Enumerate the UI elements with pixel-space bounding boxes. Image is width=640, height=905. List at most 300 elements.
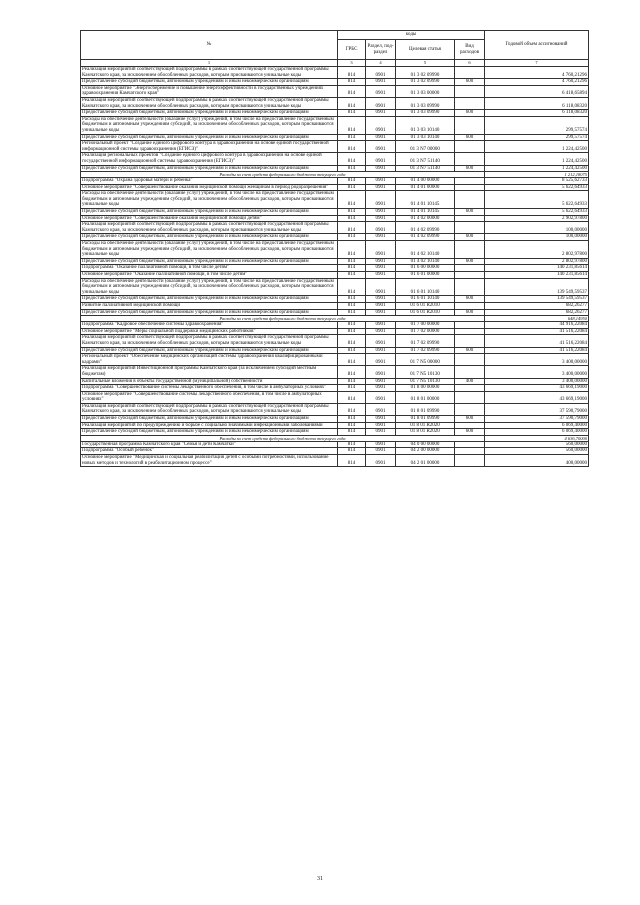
header-codes: коды — [338, 31, 485, 40]
row-amount: 3 400,00000 — [485, 378, 589, 385]
row-target-article: 01 3 03 09990 — [396, 110, 455, 117]
row-amount: 44 916,22084 — [485, 322, 589, 329]
row-expense-type — [455, 241, 485, 259]
row-grbs: 814 — [338, 391, 366, 403]
row-expense-type — [455, 354, 485, 366]
row-amount: 5 622,64933 — [485, 209, 589, 216]
row-section: 0901 — [366, 110, 396, 117]
row-expense-type — [455, 265, 485, 272]
row-grbs: 814 — [338, 296, 366, 303]
table-row — [81, 296, 589, 303]
row-section: 0901 — [366, 184, 396, 191]
row-expense-type: 600 — [455, 347, 485, 354]
row-grbs: 814 — [338, 455, 366, 467]
row-grbs: 814 — [338, 403, 366, 415]
row-amount: 5 622,64933 — [485, 191, 589, 209]
table-row — [81, 67, 589, 79]
table-row — [81, 116, 589, 134]
row-grbs: 814 — [338, 241, 366, 259]
row-name: Расходы на обеспечение деятельности (оказание услуг) учреждений, в том числе на предоставление государственным бюджетным и автономным учреждениям субсидий, за исключением обособленных расходов, которым присваиваются уникальные коды — [81, 241, 338, 259]
row-section: 0901 — [366, 234, 396, 241]
row-target-article: 01 7 02 09990 — [396, 347, 455, 354]
row-expense-type — [455, 278, 485, 296]
row-target-article: 01 4 02 09990 — [396, 222, 455, 234]
row-amount: 1 224,42500 — [485, 165, 589, 172]
row-amount: 8 525,62733 — [485, 178, 589, 185]
row-name: Основное мероприятие "Совершенствование оказания медицинской помощи женщинам в период родоразрешения" — [81, 184, 338, 191]
row-name: Расходы на обеспечение деятельности (оказание услуг) учреждений, в том числе на предоставление государственным бюджетным и автономным учреждениям субсидий, за исключением обособленных расходов, которым присваиваются уникальные коды — [81, 116, 338, 134]
row-target-article: 01 3 N7 51140 — [396, 165, 455, 172]
row-expense-type — [455, 272, 485, 279]
table-row — [81, 335, 589, 347]
row-name: Основное мероприятие "Совершенствование оказания медицинской помощи детям" — [81, 215, 338, 222]
row-section: 0901 — [366, 215, 396, 222]
row-name: Основное мероприятие "Совершенствование системы лекарственного обеспечения, в том числе в амбулаторных условиях" — [81, 391, 338, 403]
column-number: 6 — [455, 60, 485, 67]
header-section: Раздел, под-раздел — [366, 40, 396, 60]
table-row — [81, 141, 589, 153]
row-amount: 2 802,97800 — [485, 241, 589, 259]
row-amount: 3 400,00000 — [485, 354, 589, 366]
row-grbs: 814 — [338, 67, 366, 79]
row-section: 0901 — [366, 97, 396, 109]
table-row — [81, 134, 589, 141]
row-name: Реализация мероприятий соответствующей подпрограммы в рамках соответствующей государственной программы Камчатского края, за исключением обособленных расходов, которым присваиваются уникальные коды — [81, 67, 338, 79]
row-name: Основное мероприятие "Энергосбережение и повышение энергоэффективности в государственных учреждениях здравоохранения Камчатского края" — [81, 85, 338, 97]
table-row — [81, 191, 589, 209]
row-amount: 139 549,59537 — [485, 296, 589, 303]
row-expense-type: 600 — [455, 429, 485, 436]
row-target-article: 01 8 01 R2020 — [396, 429, 455, 436]
row-name: Реализация мероприятий по предупреждению и борьбе с социально значимыми инфекционными заболеваниями — [81, 422, 338, 429]
row-name: Предоставление субсидий бюджетным, автономным учреждениям и иным некоммерческим организациям — [81, 429, 338, 436]
row-target-article: 01 8 01 R2020 — [396, 422, 455, 429]
row-amount: 100,00000 — [485, 222, 589, 234]
row-amount: 6 069,40000 — [485, 422, 589, 429]
row-target-article: 01 4 01 10145 — [396, 191, 455, 209]
row-section: 0901 — [366, 441, 396, 448]
row-amount: 6 069,40000 — [485, 429, 589, 436]
row-expense-type — [455, 335, 485, 347]
row-name: Предоставление субсидий бюджетным, автономным учреждениям и иным некоммерческим организациям — [81, 347, 338, 354]
header-expense-type: Вид расходов — [455, 40, 485, 60]
row-grbs: 814 — [338, 265, 366, 272]
table-row — [81, 328, 589, 335]
row-name: Предоставление субсидий бюджетным, автономным учреждениям и иным некоммерческим организациям — [81, 79, 338, 86]
row-amount: 1 224,42500 — [485, 153, 589, 165]
row-name: Предоставление субсидий бюджетным, автономным учреждениям и иным некоммерческим организациям — [81, 165, 338, 172]
row-section: 0901 — [366, 209, 396, 216]
row-amount: 41 516,22084 — [485, 347, 589, 354]
row-section: 0901 — [366, 272, 396, 279]
row-target-article: 01 4 01 10145 — [396, 209, 455, 216]
table-row — [81, 347, 589, 354]
row-amount: 140 231,85614 — [485, 272, 589, 279]
header-target-article: Целевая статья — [396, 40, 455, 60]
row-target-article: 01 8 01 09990 — [396, 403, 455, 415]
row-target-article: 01 6 01 R2010 — [396, 309, 455, 316]
row-expense-type — [455, 85, 485, 97]
row-amount: 6 418,65894 — [485, 85, 589, 97]
row-name: Предоставление субсидий бюджетным, автономным учреждениям и иным некоммерческим организациям — [81, 134, 338, 141]
table-row — [81, 85, 589, 97]
row-name: Предоставление субсидий бюджетным, автономным учреждениям и иным некоммерческим организациям — [81, 234, 338, 241]
row-target-article: 01 6 01 R2010 — [396, 302, 455, 309]
table-row — [81, 241, 589, 259]
table-row — [81, 429, 589, 436]
row-name: Предоставление субсидий бюджетным, автономным учреждениям и иным некоммерческим организациям — [81, 110, 338, 117]
row-section: 0901 — [366, 448, 396, 455]
row-grbs: 814 — [338, 222, 366, 234]
row-section: 0901 — [366, 347, 396, 354]
row-name: Основное мероприятие "Медицинская и социальная реабилитация детей с особыми потребностями, использование новых методов и технологий в реабилитационном процессе" — [81, 455, 338, 467]
row-name: Региональный проект "Обеспечение медицинских организаций системы здравоохранения квалифицированными кадрами" — [81, 354, 338, 366]
column-number: 3 — [338, 60, 366, 67]
row-target-article: 01 3 02 09990 — [396, 79, 455, 86]
row-amount: 41 516,22084 — [485, 335, 589, 347]
row-expense-type — [455, 178, 485, 185]
row-amount: 5 622,64933 — [485, 184, 589, 191]
row-section: 0901 — [366, 403, 396, 415]
table-row — [81, 265, 589, 272]
row-expense-type: 600 — [455, 416, 485, 423]
row-name: Подпрограмма "Кадровое обеспечение системы здравоохранения" — [81, 322, 338, 329]
row-expense-type — [455, 116, 485, 134]
row-target-article: 01 6 00 00000 — [396, 265, 455, 272]
row-grbs: 814 — [338, 322, 366, 329]
row-name: Предоставление субсидий бюджетным, автономным учреждениям и иным некоммерческим организациям — [81, 209, 338, 216]
row-amount: 43 669,19000 — [485, 391, 589, 403]
row-section: 0901 — [366, 241, 396, 259]
row-target-article: 01 8 01 09990 — [396, 416, 455, 423]
row-amount: 682,26277 — [485, 302, 589, 309]
row-name: Государственная программа Камчатского края "Семья и дети Камчатки" — [81, 441, 338, 448]
row-amount: 100,00000 — [485, 234, 589, 241]
row-name: Реализация мероприятий соответствующей подпрограммы в рамках соответствующей государственной программы Камчатского края, за исключением обособленных расходов, которым присваиваются уникальные коды — [81, 335, 338, 347]
table-row — [81, 184, 589, 191]
row-expense-type — [455, 385, 485, 392]
table-row — [81, 455, 589, 467]
row-grbs: 814 — [338, 141, 366, 153]
row-amount: 37 590,79000 — [485, 403, 589, 415]
row-expense-type — [455, 215, 485, 222]
table-row — [81, 354, 589, 366]
row-grbs: 814 — [338, 165, 366, 172]
row-target-article: 01 7 02 09990 — [396, 335, 455, 347]
row-grbs: 814 — [338, 272, 366, 279]
row-amount: 560,00000 — [485, 441, 589, 448]
row-section: 0901 — [366, 141, 396, 153]
table-row — [81, 79, 589, 86]
row-section: 0901 — [366, 134, 396, 141]
row-target-article: 01 4 01 00000 — [396, 184, 455, 191]
subtotal-amount: 4 636,70000 — [485, 435, 589, 441]
row-grbs: 814 — [338, 354, 366, 366]
row-name: Региональный проект "Создание единого цифрового контура в здравоохранении на основе единой государственной информационной системы здравоохранения (ЕГИСЗ)" — [81, 141, 338, 153]
subtotal-label: Расходы за счет средств федерального бюджета текущего года — [81, 435, 485, 441]
row-grbs: 814 — [338, 184, 366, 191]
row-target-article: 04 2 00 00000 — [396, 448, 455, 455]
row-expense-type: 600 — [455, 79, 485, 86]
row-amount: 400,00000 — [485, 455, 589, 467]
row-target-article: 01 6 01 10140 — [396, 296, 455, 303]
row-name: Подпрограмма "Особый ребенок" — [81, 448, 338, 455]
table-row — [81, 302, 589, 309]
row-expense-type — [455, 153, 485, 165]
table-row — [81, 222, 589, 234]
row-grbs: 814 — [338, 116, 366, 134]
row-expense-type: 600 — [455, 134, 485, 141]
row-expense-type — [455, 184, 485, 191]
row-name: Предоставление субсидий бюджетным, автономным учреждениям и иным некоммерческим организациям — [81, 296, 338, 303]
row-expense-type — [455, 455, 485, 467]
row-amount: 299,57574 — [485, 134, 589, 141]
row-target-article: 01 6 01 10140 — [396, 278, 455, 296]
row-section: 0901 — [366, 296, 396, 303]
row-name: Подпрограмма "Охрана здоровья матери и ребенка" — [81, 178, 338, 185]
row-expense-type — [455, 403, 485, 415]
row-grbs: 814 — [338, 385, 366, 392]
row-expense-type: 600 — [455, 165, 485, 172]
row-name: Подпрограмма "Совершенствование системы лекарственного обеспечения, в том числе в амбулаторных условиях" — [81, 385, 338, 392]
row-name: Расходы на обеспечение деятельности (оказание услуг) учреждений, в том числе на предоставление государственным бюджетным и автономным учреждениям субсидий, за исключением обособленных расходов, которым присваиваются уникальные коды — [81, 278, 338, 296]
row-target-article: 01 4 02 09990 — [396, 234, 455, 241]
table-row — [81, 448, 589, 455]
row-name: Реализация мероприятий соответствующей подпрограммы в рамках соответствующей государственной программы Камчатского края, за исключением обособленных расходов, которым присваиваются уникальные коды — [81, 222, 338, 234]
row-section: 0901 — [366, 322, 396, 329]
row-expense-type — [455, 191, 485, 209]
table-row — [81, 366, 589, 378]
budget-table — [80, 30, 589, 467]
row-grbs: 814 — [338, 429, 366, 436]
row-grbs: 814 — [338, 448, 366, 455]
row-section: 0901 — [366, 385, 396, 392]
row-expense-type — [455, 366, 485, 378]
row-section: 0901 — [366, 67, 396, 79]
row-section: 0901 — [366, 378, 396, 385]
page-number: 31 — [317, 876, 323, 882]
table-row — [81, 378, 589, 385]
row-expense-type — [455, 441, 485, 448]
row-expense-type — [455, 67, 485, 79]
row-grbs: 814 — [338, 309, 366, 316]
table-body — [81, 67, 589, 467]
subtotal-amount: 648,14950 — [485, 316, 589, 322]
row-target-article: 04 0 00 00000 — [396, 441, 455, 448]
header-annual-amount: Годовой объем ассигнований — [485, 31, 589, 60]
row-grbs: 814 — [338, 79, 366, 86]
row-target-article: 04 2 01 00000 — [396, 455, 455, 467]
row-amount: 2 802,97800 — [485, 258, 589, 265]
row-expense-type — [455, 141, 485, 153]
row-target-article: 01 3 02 09990 — [396, 67, 455, 79]
row-grbs: 814 — [338, 178, 366, 185]
row-amount: 6 118,08320 — [485, 97, 589, 109]
row-name: Капитальные вложения в объекты государственной (муниципальной) собственности — [81, 378, 338, 385]
row-section: 0901 — [366, 178, 396, 185]
row-name: Предоставление субсидий бюджетным, автономным учреждениям и иным некоммерческим организациям — [81, 309, 338, 316]
row-section: 0901 — [366, 153, 396, 165]
row-expense-type — [455, 322, 485, 329]
header-number: № — [81, 31, 338, 60]
row-name: Предоставление субсидий бюджетным, автономным учреждениям и иным некоммерческим организациям — [81, 416, 338, 423]
row-name: Реализация региональных проектов "Создание единого цифрового контура в здравоохранении на основе единой государственной информационной системы здравоохранения (ЕГИСЗ)" — [81, 153, 338, 165]
row-grbs: 814 — [338, 209, 366, 216]
row-grbs: 814 — [338, 335, 366, 347]
row-grbs: 814 — [338, 347, 366, 354]
row-amount: 299,57574 — [485, 116, 589, 134]
row-expense-type — [455, 97, 485, 109]
row-name: Предоставление субсидий бюджетным, автономным учреждениям и иным некоммерческим организациям — [81, 258, 338, 265]
row-grbs: 814 — [338, 416, 366, 423]
row-section: 0901 — [366, 328, 396, 335]
subtotal-amount: 1 212,18075 — [485, 172, 589, 178]
table-header — [81, 31, 589, 67]
row-section: 0901 — [366, 85, 396, 97]
table-row — [81, 215, 589, 222]
table-row — [81, 110, 589, 117]
row-target-article: 01 8 00 00000 — [396, 385, 455, 392]
table-row — [81, 441, 589, 448]
header-grbs: ГРБС — [338, 40, 366, 60]
row-grbs: 814 — [338, 258, 366, 265]
row-name: Подпрограмма "Оказание паллиативной помощи, в том числе детям" — [81, 265, 338, 272]
row-name: Реализация мероприятий Инвестиционной программы Камчатского края (за исключением субсидий местным бюджетам) — [81, 366, 338, 378]
row-section: 0901 — [366, 391, 396, 403]
row-target-article: 01 3 N7 00000 — [396, 141, 455, 153]
table-row — [81, 391, 589, 403]
row-target-article: 01 3 03 10140 — [396, 116, 455, 134]
row-section: 0901 — [366, 354, 396, 366]
row-name: Основное мероприятие "Меры социальной поддержки медицинских работников" — [81, 328, 338, 335]
column-number-row — [81, 60, 589, 67]
row-expense-type: 600 — [455, 209, 485, 216]
subtotal-label: Расходы за счет средств федерального бюджета текущего года — [81, 316, 485, 322]
row-target-article: 01 8 01 00000 — [396, 391, 455, 403]
row-target-article: 01 6 01 00000 — [396, 272, 455, 279]
row-target-article: 01 3 03 10140 — [396, 134, 455, 141]
row-grbs: 814 — [338, 191, 366, 209]
row-section: 0901 — [366, 335, 396, 347]
row-amount: 37 590,79000 — [485, 416, 589, 423]
row-amount: 139 549,59537 — [485, 278, 589, 296]
row-amount: 1 224,42500 — [485, 141, 589, 153]
row-section: 0901 — [366, 116, 396, 134]
row-section: 0901 — [366, 309, 396, 316]
row-amount: 140 231,85614 — [485, 265, 589, 272]
row-name: Развитие паллиативной медицинской помощи — [81, 302, 338, 309]
row-name: Реализация мероприятий соответствующей подпрограммы в рамках соответствующей государственной программы Камчатского края, за исключением обособленных расходов, которым присваиваются уникальные коды — [81, 97, 338, 109]
row-amount: 560,00000 — [485, 448, 589, 455]
row-amount: 682,26277 — [485, 309, 589, 316]
row-expense-type — [455, 222, 485, 234]
row-expense-type: 400 — [455, 378, 485, 385]
row-section: 0901 — [366, 416, 396, 423]
row-target-article: 01 7 02 00000 — [396, 328, 455, 335]
row-grbs: 814 — [338, 366, 366, 378]
table-row — [81, 272, 589, 279]
row-expense-type: 600 — [455, 309, 485, 316]
table-row — [81, 322, 589, 329]
row-target-article: 01 7 N5 10130 — [396, 378, 455, 385]
row-name: Расходы на обеспечение деятельности (оказание услуг) учреждений, в том числе на предоставление государственным бюджетным и автономным учреждениям субсидий, за исключением обособленных расходов, которым присваиваются уникальные коды — [81, 191, 338, 209]
row-amount: 4 760,21296 — [485, 67, 589, 79]
row-amount: 4 760,21296 — [485, 79, 589, 86]
row-section: 0901 — [366, 258, 396, 265]
row-target-article: 01 4 02 10140 — [396, 258, 455, 265]
table-row — [81, 422, 589, 429]
row-grbs: 814 — [338, 328, 366, 335]
row-target-article: 01 7 N5 00000 — [396, 354, 455, 366]
subtotal-label: Расходы за счет средств федерального бюджета текущего года — [81, 172, 485, 178]
row-target-article: 01 4 00 00000 — [396, 178, 455, 185]
row-expense-type: 600 — [455, 296, 485, 303]
table-row — [81, 165, 589, 172]
row-name: Основное мероприятие "Оказание паллиативной помощи, в том числе детям" — [81, 272, 338, 279]
row-target-article: 01 3 03 00000 — [396, 85, 455, 97]
row-section: 0901 — [366, 278, 396, 296]
row-grbs: 814 — [338, 153, 366, 165]
row-grbs: 814 — [338, 441, 366, 448]
row-amount: 2 902,97800 — [485, 215, 589, 222]
row-expense-type: 600 — [455, 258, 485, 265]
row-section: 0901 — [366, 165, 396, 172]
table-row — [81, 97, 589, 109]
row-section: 0901 — [366, 191, 396, 209]
row-target-article: 01 7 N5 10130 — [396, 366, 455, 378]
table-row — [81, 153, 589, 165]
row-amount: 3 400,00000 — [485, 366, 589, 378]
row-section: 0901 — [366, 455, 396, 467]
row-target-article: 01 3 N7 51140 — [396, 153, 455, 165]
row-expense-type — [455, 391, 485, 403]
row-expense-type: 600 — [455, 234, 485, 241]
row-grbs: 814 — [338, 302, 366, 309]
column-number: 1 — [81, 60, 338, 67]
row-expense-type — [455, 448, 485, 455]
row-target-article: 01 4 02 10140 — [396, 241, 455, 259]
row-section: 0901 — [366, 222, 396, 234]
row-section: 0901 — [366, 79, 396, 86]
row-grbs: 814 — [338, 278, 366, 296]
row-grbs: 814 — [338, 97, 366, 109]
row-name: Реализация мероприятий соответствующей подпрограммы в рамках соответствующей государственной программы Камчатского края, за исключением обособленных расходов, которым присваиваются уникальные коды — [81, 403, 338, 415]
row-section: 0901 — [366, 422, 396, 429]
row-section: 0901 — [366, 429, 396, 436]
table-row — [81, 178, 589, 185]
row-section: 0901 — [366, 265, 396, 272]
row-grbs: 814 — [338, 422, 366, 429]
row-grbs: 814 — [338, 110, 366, 117]
table-row — [81, 309, 589, 316]
table-row — [81, 416, 589, 423]
row-amount: 43 669,19000 — [485, 385, 589, 392]
table-row — [81, 385, 589, 392]
column-number: 4 — [366, 60, 396, 67]
table-row — [81, 403, 589, 415]
row-expense-type — [455, 422, 485, 429]
table-row — [81, 278, 589, 296]
row-section: 0901 — [366, 302, 396, 309]
row-target-article: 01 4 02 00000 — [396, 215, 455, 222]
table-row — [81, 258, 589, 265]
row-amount: 6 118,08320 — [485, 110, 589, 117]
column-number: 7 — [485, 60, 589, 67]
row-target-article: 01 3 03 09990 — [396, 97, 455, 109]
row-expense-type — [455, 328, 485, 335]
row-expense-type — [455, 302, 485, 309]
row-amount: 41 516,22084 — [485, 328, 589, 335]
